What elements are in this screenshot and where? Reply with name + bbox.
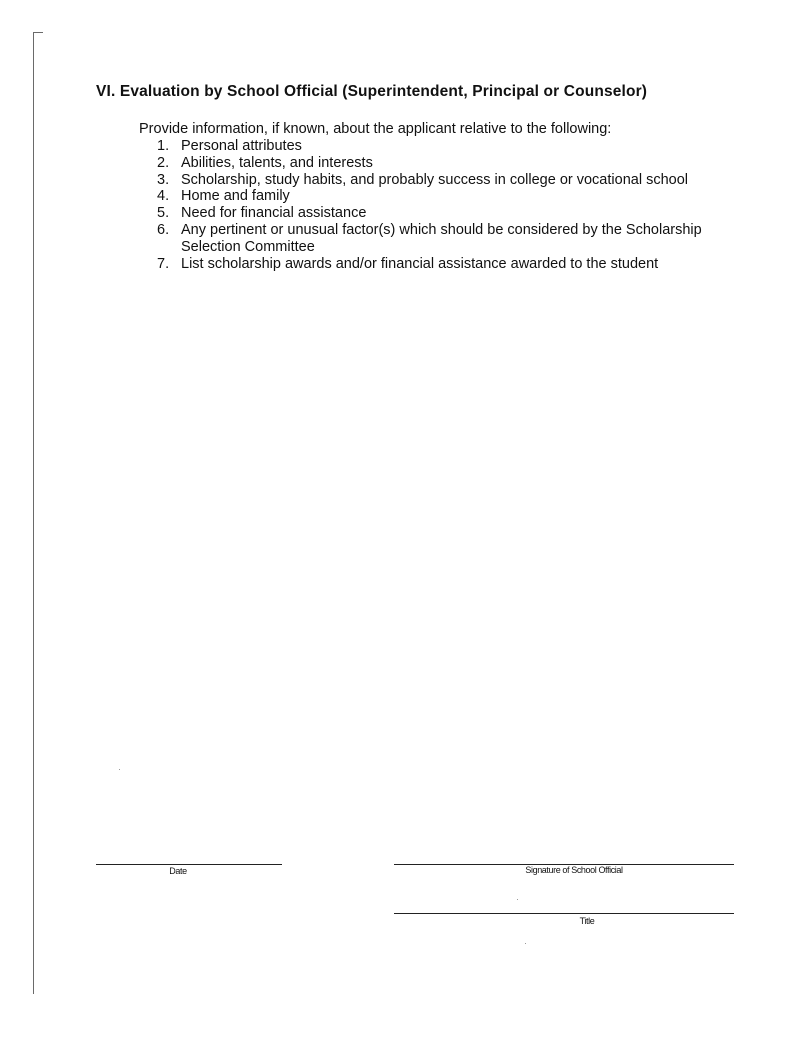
list-item-text: Home and family bbox=[181, 188, 290, 205]
list-item-number bbox=[157, 239, 181, 256]
scan-speck bbox=[119, 769, 120, 770]
scan-margin-line bbox=[33, 32, 34, 994]
list-item-number: 5. bbox=[157, 205, 170, 222]
title-label: Title bbox=[579, 916, 595, 926]
list-item-text: Need for financial assistance bbox=[181, 205, 367, 222]
list-item-number: 6. bbox=[157, 221, 170, 238]
intro-text: Provide information, if known, about the applicant relative to the following: bbox=[139, 121, 612, 137]
list-item bbox=[157, 155, 702, 172]
list-item-number: 1. bbox=[157, 138, 170, 154]
list-item bbox=[157, 222, 702, 239]
list-item-text: Any pertinent or unusual factor(s) which should be considered by the Scholarship bbox=[181, 221, 702, 238]
list-item bbox=[157, 138, 702, 155]
scan-speck bbox=[517, 899, 518, 900]
criteria-list bbox=[157, 138, 702, 272]
date-label: Date bbox=[169, 866, 187, 876]
list-item-number: 7. bbox=[157, 255, 170, 272]
list-item-number: 2. bbox=[157, 154, 170, 171]
list-item-text: List scholarship awards and/or financial assistance awarded to the student bbox=[181, 255, 659, 272]
scan-margin-tick bbox=[33, 32, 43, 33]
title-line[interactable] bbox=[394, 913, 734, 914]
list-item-continuation bbox=[157, 239, 702, 256]
list-item bbox=[157, 172, 702, 189]
list-item-text: Abilities, talents, and interests bbox=[181, 154, 373, 171]
list-item-number: 3. bbox=[157, 171, 170, 188]
scan-speck bbox=[525, 943, 526, 944]
list-item bbox=[157, 205, 702, 222]
list-item-text: Selection Committee bbox=[181, 238, 315, 255]
date-line[interactable] bbox=[96, 864, 282, 865]
signature-label: Signature of School Official bbox=[525, 865, 623, 875]
list-item bbox=[157, 188, 702, 205]
list-item-number: 4. bbox=[157, 188, 170, 205]
section-heading: VI. Evaluation by School Official (Superintendent, Principal or Counselor) bbox=[96, 83, 648, 100]
list-item-text: Scholarship, study habits, and probably success in college or vocational school bbox=[181, 171, 688, 188]
list-item bbox=[157, 256, 702, 273]
list-item-text: Personal attributes bbox=[181, 138, 302, 154]
